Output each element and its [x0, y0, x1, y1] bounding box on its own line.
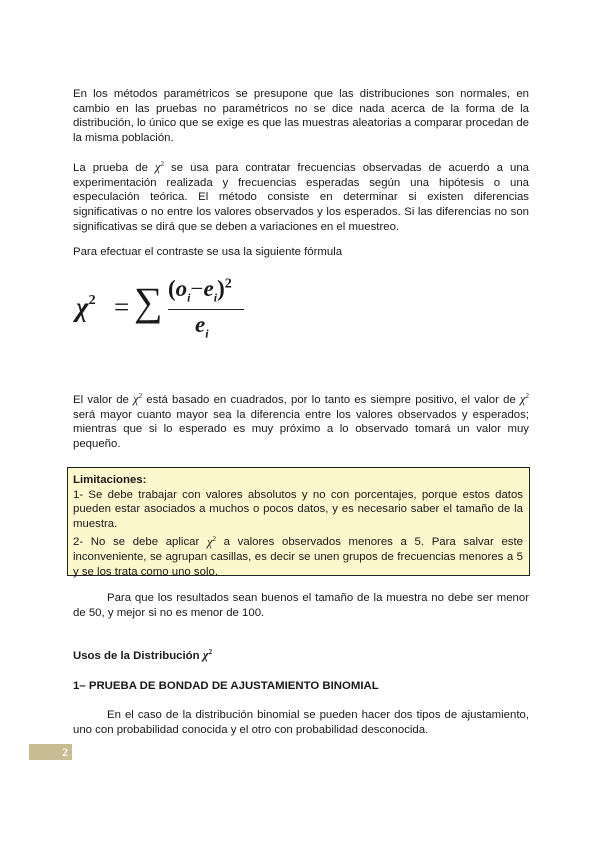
limitaciones-item-2: 2- No se debe aplicar $\chi^2$ a valores observados menores a 5. Para salvar este inconveniente, se agrupan casillas, es decir se unen grupos de frecuencias menores a 5 y se los trata como uno solo. [73, 534, 524, 578]
chi-symbol: $\chi^2$ [206, 534, 216, 549]
prueba-pre: La prueba de [73, 162, 148, 175]
formula-sigma: ∑ [134, 279, 163, 324]
usos-heading: Usos de la Distribución $\chi^2$ [73, 648, 213, 663]
chi-square-formula [74, 270, 274, 350]
formula-lhs: $\chi^2$ [76, 292, 96, 322]
chi-square-description [73, 157, 529, 234]
intro-paragraph: En los métodos paramétricos se presupone que las distribuciones son normales, en cambio en las pruebas no paramétricos no se dice nada acerca de la forma de la distribución, lo único que se exige es que las muestras aleatorias a comparar procedan de la misma población. [73, 88, 529, 144]
formula-intro: Para efectuar el contraste se usa la siguiente fórmula [73, 246, 343, 258]
prueba-heading: 1– PRUEBA DE BONDAD DE AJUSTAMIENTO BINOMIAL [73, 680, 379, 692]
chi-symbol: $\chi^2$ [154, 160, 164, 175]
limitaciones-title: Limitaciones: [73, 474, 147, 486]
prueba-post: se usa para contratar frecuencias observadas de acuerdo a una experimentación realizada y frecuencias esperadas según una hipótesis o una especulación teórica. El método consiste en determinar si existen diferencias significativas o no entre los valores observados y los esperados. Si las diferencias no son significativas se dirá que se deben a variaciones en el muestreo. [73, 162, 529, 233]
binomial-paragraph: En el caso de la distribución binomial se pueden hacer dos tipos de ajustamiento, uno con probabilidad conocida y el otro con probabilidad desconocida. [73, 709, 529, 736]
formula-denominator: $e_i$ [195, 312, 209, 341]
formula-fraction-bar [168, 309, 244, 310]
chi-symbol: $\chi^2$ [520, 392, 529, 407]
sample-size-paragraph: Para que los resultados sean buenos el tamaño de la muestra no debe ser menor de 50, y mejor si no es menor de 100. [73, 592, 529, 619]
formula-numerator: $(o_i-e_i)^2$ [168, 276, 232, 305]
limitaciones-item-1: 1- Se debe trabajar con valores absolutos y no con porcentajes, porque estos datos pueden estar asociados a muchos o pocos datos, y es necesario saber el tamaño de la muestra. [73, 488, 523, 530]
chi-value-paragraph: El valor de $\chi^2$ está basado en cuadrados, por lo tanto es siempre positivo, el valor de $\chi^2$ será mayor cuanto mayor sea la diferencia entre los valores observados y esperados; mientras que si lo esperado es muy próximo a lo observado tomará un valor muy pequeño. [73, 392, 529, 450]
limitaciones-box [67, 467, 530, 576]
formula-equals: = [114, 292, 130, 322]
page-number: 2 [29, 744, 72, 760]
chi-symbol: $\chi^2$ [133, 392, 143, 407]
chi-symbol: $\chi^2$ [202, 648, 213, 663]
